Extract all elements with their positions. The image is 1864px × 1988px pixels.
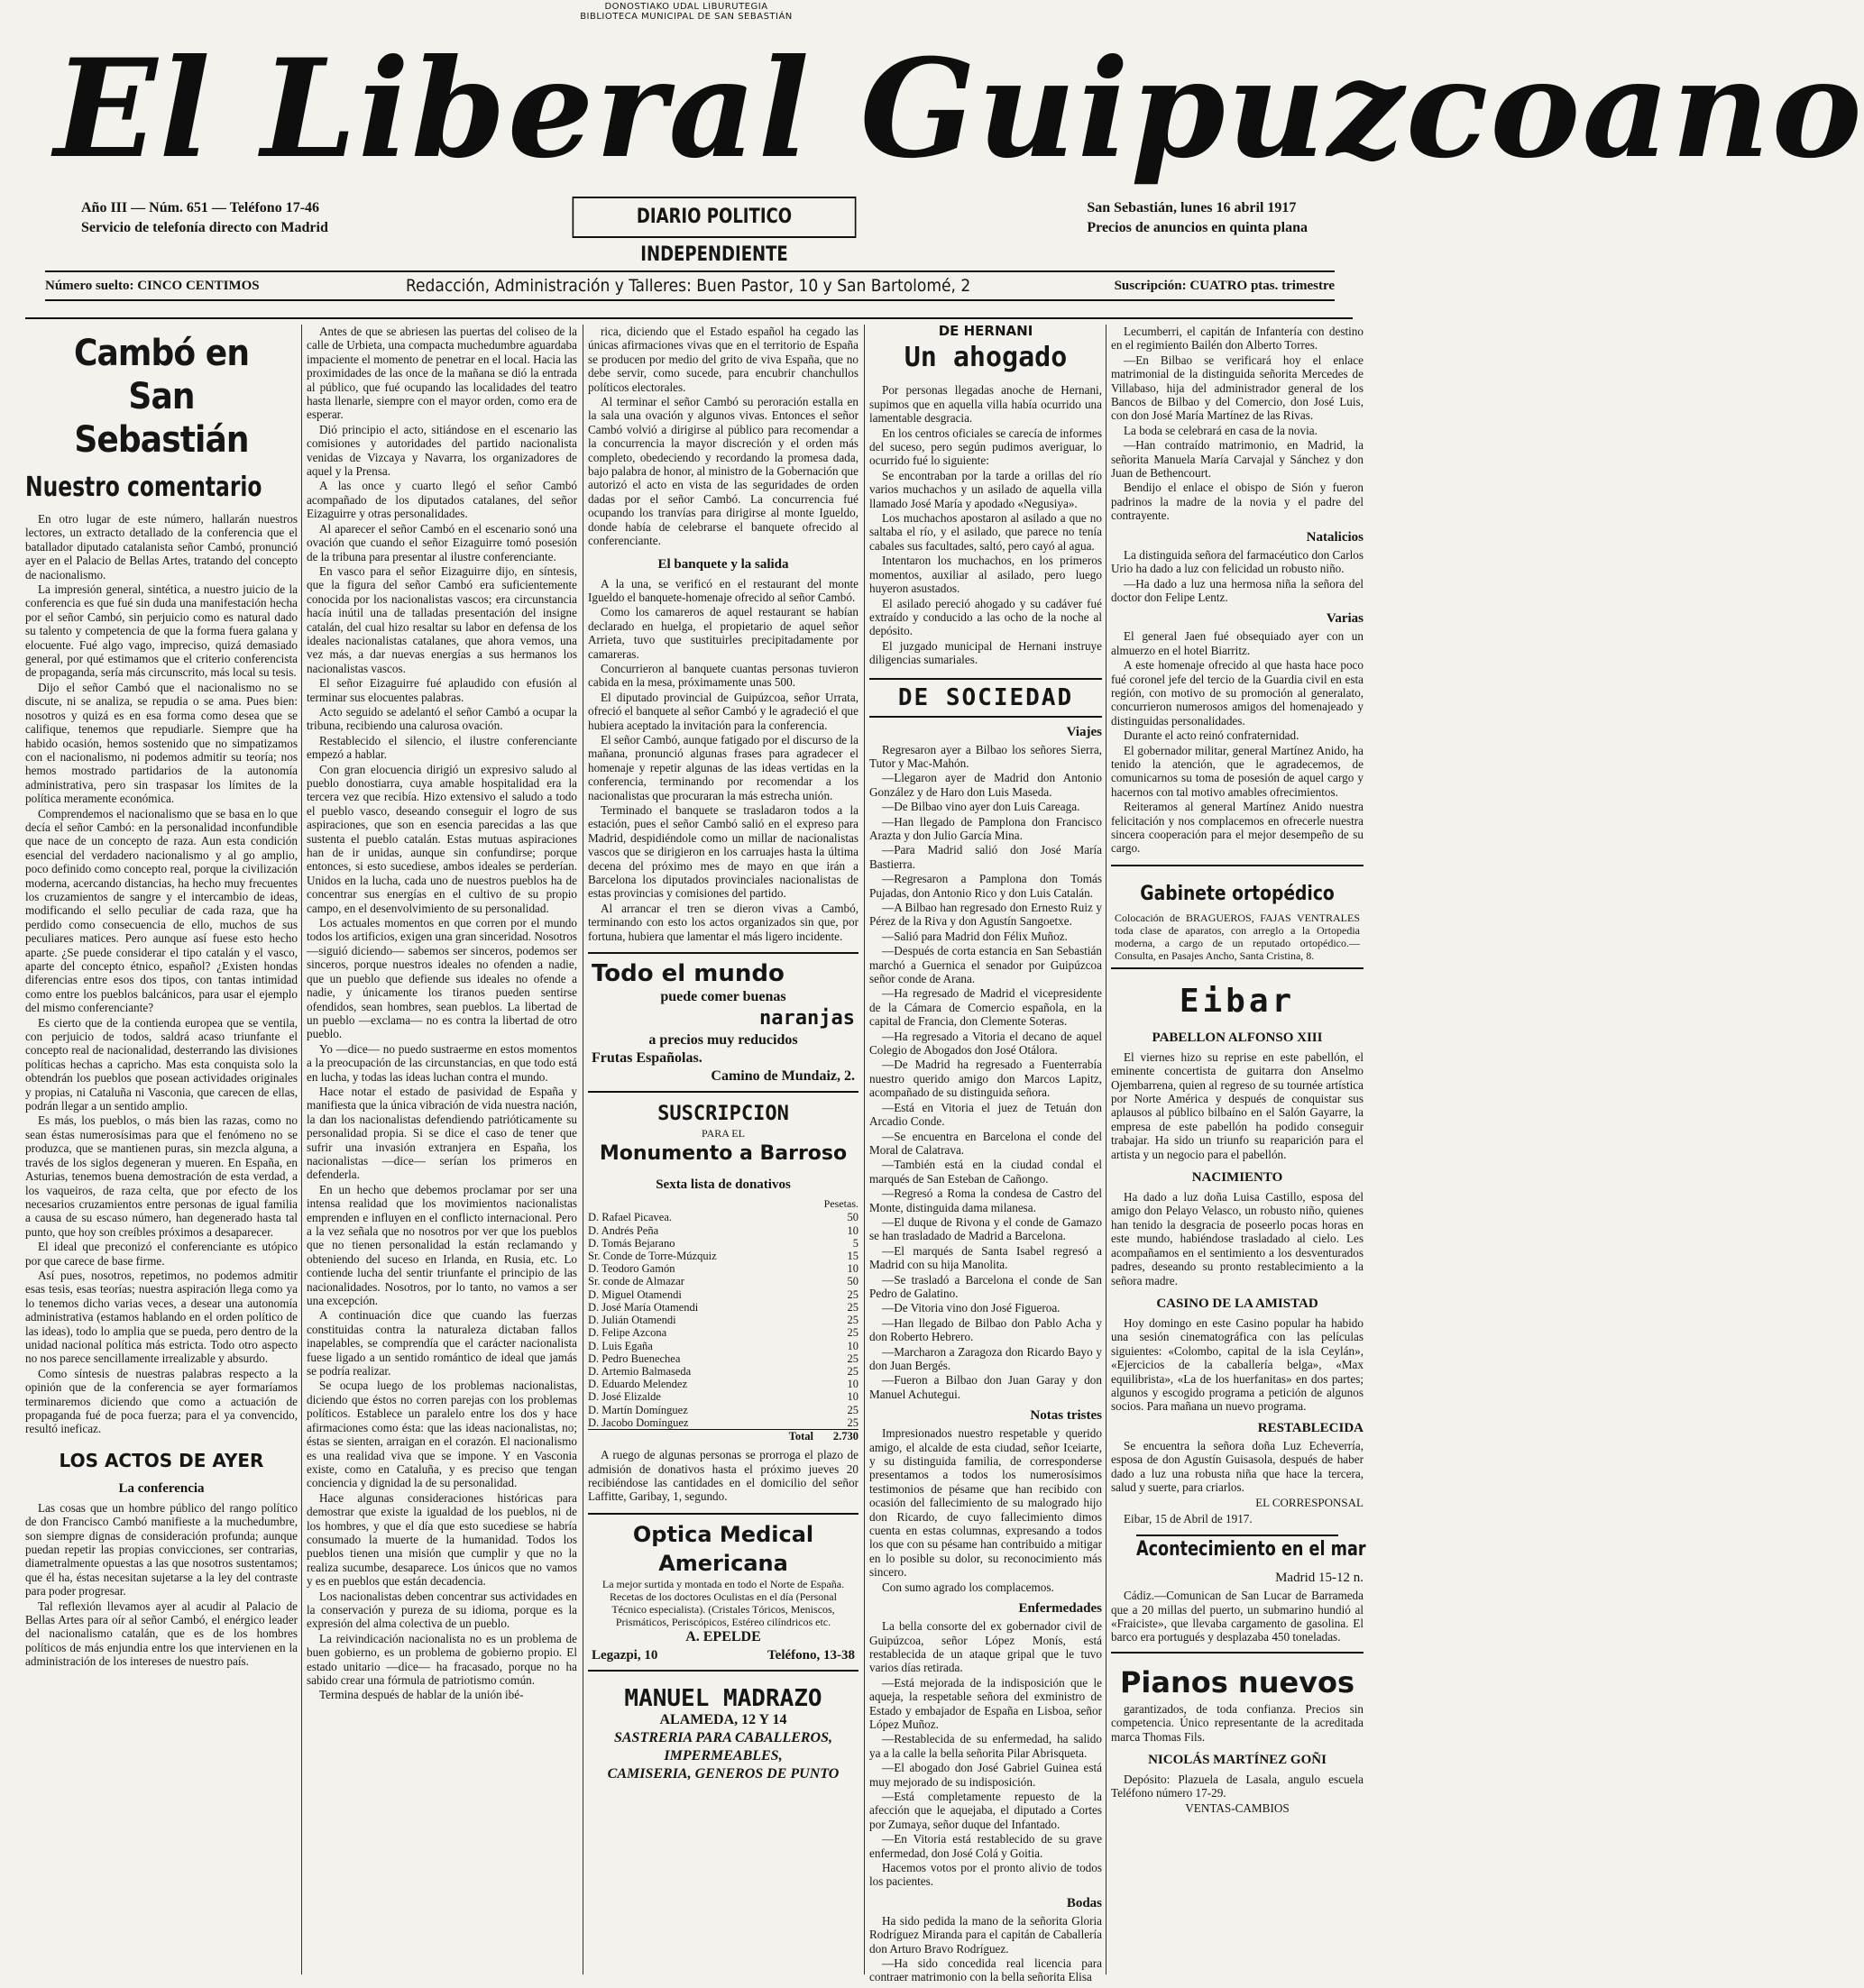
article-paragraph: El asilado pereció ahogado y su cadáver fué extraído y conducido a las ocho de la noche al depósito. xyxy=(869,596,1102,638)
donor-row xyxy=(588,1224,859,1237)
article-paragraph: La reivindicación nacionalista no es un problema de buen gobierno, es un problema de gobierno propio. El estado unitario —dice— ha fracasado, porque no ha sabido crear una fórmula de patriotismo común. xyxy=(307,1631,577,1687)
article-paragraph: Lecumberri, el capitán de Infantería con destino en el regimiento Bailén don Alberto Torres. xyxy=(1111,325,1364,353)
donor-name: D. Luis Egaña xyxy=(588,1339,653,1352)
donor-row xyxy=(588,1326,859,1339)
donor-name: D. Felipe Azcona xyxy=(588,1326,667,1340)
donor-name: Sr. Conde de Torre-Múzquiz xyxy=(588,1250,717,1263)
orthopedic-advertisement xyxy=(1111,865,1364,969)
donor-row xyxy=(588,1262,859,1275)
donor-name: Sr. conde de Almazar xyxy=(588,1275,684,1288)
list-item: —Se encuentra en Barcelona el conde del Moral de Calatrava. xyxy=(869,1129,1102,1157)
oranges-advertisement xyxy=(588,952,859,1093)
list-item: —También está en la ciudad condal el marqués de San Esteban de Cañongo. xyxy=(869,1158,1102,1186)
optics-title: Optica Medical Americana xyxy=(632,1521,814,1576)
article-paragraph: El juzgado municipal de Hernani instruye diligencias sumariales. xyxy=(869,638,1102,667)
eibar-section-title: PABELLON ALFONSO XIII xyxy=(1152,1030,1323,1045)
list-item: —Han llegado de Pamplona don Francisco Arazta y don Julio García Mina. xyxy=(869,814,1102,842)
eibar-section-title: RESTABLECIDA xyxy=(1257,1420,1364,1435)
issue-info xyxy=(81,198,328,238)
list-item: —Han llegado de Bilbao don Pablo Acha y don Roberto Hebrero. xyxy=(869,1315,1102,1344)
donor-amount: 25 xyxy=(847,1351,859,1365)
orthopedic-text: Colocación de BRAGUEROS, FAJAS VENTRALES toda clase de aparatos, con arreglo a la Ortopedia moderna, a cargo de un reputado ortopédico.—Consulta, en Pasajes Ancho, Santa Cristina, 8. xyxy=(1115,911,1360,962)
article-paragraph: El gobernador militar, general Martínez Anido, ha tenido la atención, que le agradecemos, de comunicarnos su toma de posesión de aquel cargo y hacernos con tal motivo amables ofrecimientos. xyxy=(1111,743,1364,799)
sub-bar xyxy=(45,270,1335,301)
sea-event-heading: Acontecimiento en el mar xyxy=(1136,1535,1338,1563)
article-paragraph: Las cosas que un hombre público del rango político de don Francisco Cambó manifieste a la muchedumbre, son siempre dignas de consideración profunda; aunque puedan repetir las propias convicciones, ser contrarias, diametralmente opuestas a las que nosotros sustentamos; que él ha, éstas necesitan sujetarse a la ley del contraste para poder progresar. xyxy=(25,1500,298,1599)
subscription-subject: Monumento a Barroso xyxy=(599,1142,848,1166)
article-paragraph: Por personas llegadas anoche de Hernani, supimos que en aquella villa había ocurrido una lamentable desgracia. xyxy=(869,383,1102,426)
pianos-advertisement xyxy=(1111,1652,1364,1815)
eibar-heading: Eibar xyxy=(1179,982,1296,1020)
article-paragraph: La boda se celebrará en casa de la novia. xyxy=(1124,423,1318,437)
total-amount: 2.730 xyxy=(822,1429,859,1443)
travel-heading: Viajes xyxy=(1066,724,1102,739)
ad-line: a precios muy reducidos xyxy=(648,1032,798,1049)
list-item: —Después de corta estancia en San Sebastián marchó a Guernica el senador por Guipúzcoa señor conde de Arana. xyxy=(869,944,1102,986)
pianos-seller: NICOLÁS MARTÍNEZ GOÑI xyxy=(1148,1753,1327,1768)
banquet-heading: El banquete y la salida xyxy=(657,556,789,572)
total-label: Total xyxy=(588,1429,822,1443)
article-paragraph: A este homenaje ofrecido al que hasta hace poco fué coronel jefe del tercio de la Guardia civil en esta región, con motivo de su promoción al generalato, concurrieron numerosos amigos del homenajeado y distinguidas personalidades. xyxy=(1111,658,1364,728)
donor-name: D. Tomás Bejarano xyxy=(588,1236,675,1250)
optics-address: Legazpi, 10 xyxy=(592,1647,658,1663)
article-paragraph: —En Bilbao se verificará hoy el enlace matrimonial de la distinguida señorita Mercedes de Villabaso, hija del administrador general de los Bancos de Bilbao y del Comercio, don José Luis, con don José María Martínez de las Rivas. xyxy=(1111,353,1364,423)
births-heading: Natalicios xyxy=(1306,529,1364,545)
top-rule xyxy=(25,317,1353,319)
list-item: Hacemos votos por el pronto alivio de todos los pacientes. xyxy=(869,1861,1102,1889)
masthead-title: El Liberal Guipuzcoano xyxy=(54,30,1864,188)
eibar-section-title: NACIMIENTO xyxy=(1191,1170,1283,1186)
column-2 xyxy=(307,325,577,1983)
sea-dateline: Madrid 15-12 n. xyxy=(1275,1571,1364,1586)
donor-name: D. Martín Domínguez xyxy=(588,1403,688,1416)
list-item: —Está completamente repuesto de la afección que le aquejaba, el diputado a Cortes por Zumaya, señor duque del Infantado. xyxy=(869,1789,1102,1831)
article-paragraph: La distinguida señora del farmacéutico don Carlos Urio ha dado a luz con felicidad un robusto niño. xyxy=(1111,547,1364,576)
ad-product: naranjas xyxy=(759,1007,855,1031)
donor-amount: 25 xyxy=(847,1300,859,1314)
obituary-heading: Notas tristes xyxy=(1030,1408,1102,1424)
list-item: —Restablecida de su enfermedad, ha salido ya a la calle la bella señorita Pilar Abrisqueta. xyxy=(869,1732,1102,1760)
ad-line: Frutas Españolas. xyxy=(592,1050,702,1067)
article-paragraph: Cádiz.—Comunican de San Lucar de Barrameda que a 20 millas del puerto, un submarino hundió al «Fraiciste», que llevaba cargamento de gasolina. El barco era portugués y desplazaba 450 toneladas. xyxy=(1111,1589,1364,1644)
article-paragraph: El ideal que preconizó el conferenciante es utópico por que carece de base firme. xyxy=(25,1240,298,1268)
optics-name: A. EPELDE xyxy=(685,1628,761,1644)
donor-amount: 10 xyxy=(847,1339,859,1352)
donor-row xyxy=(588,1237,859,1250)
article-paragraph: Antes de que se abriesen las puertas del coliseo de la calle de Urbieta, una compacta muchedumbre aguardaba impaciente el momento de penetrar en el local. Hacia las proximidades de las once de la mañana se dió la entrada al público, que fué ocupando las localidades del teatro hasta llenarle, siempre con el mayor orden, como era de esperar. xyxy=(307,325,577,422)
column-rule xyxy=(864,325,865,1974)
article-paragraph: Terminado el banquete se trasladaron todos a la estación, pues el señor Cambó salió en el expreso para Madrid, despidiéndole como un millar de nacionalistas vascos que se dirigieron en los carruajes hasta la última decena del próximo mes de mayo en que irán a Barcelona los diputados provinciales nacionalistas de estas provincias y comisiones del partido. xyxy=(588,803,859,901)
article-paragraph: Es más, los pueblos, o más bien las razas, como no sean éstas numerosísimas para que el fenómeno no se produzca, que se mantienen puras, sin mezcla alguna, a través de los siglos degeneran y mueren. En España, en Asturias, tenemos buena demostración de esta verdad, a los vaqueiros, de raza celta, que por efecto de los necesarios cruzamientos entre personas de igual familia a causa de su escaso número, han degenerado hasta tal punto, que hoy son creíbles próximos a desaparecer. xyxy=(25,1113,298,1239)
donor-amount: 25 xyxy=(847,1403,859,1416)
pianos-text: garantizados, de toda confianza. Precios sin competencia. Único representante de la acreditada marca Thomas Fils. xyxy=(1111,1701,1364,1744)
article-paragraph: Así pues, nosotros, repetimos, no podemos admitir esas tesis, esas teorías; nuestra aspiración llega como ya lo tenemos dicho varias veces, a desear una autonomía administrativa (estamos hablando en el orden político de las ideas), todo lo amplia que se pueda, pero dentro de la unidad nacional política más estricta. Todo otro aspecto no nos parece sencillamente irrealizable y absurdo. xyxy=(25,1268,298,1366)
article-paragraph: Los muchachos apostaron al asilado a que no saltaba el río, y el asilado, que parece no tenía cabales sus facultades, saltó, pero cayó al agua. xyxy=(869,511,1102,553)
article-paragraph: En los centros oficiales se carecía de informes del suceso, pero según pudimos averiguar, lo ocurrido fué lo siguiente: xyxy=(869,426,1102,468)
list-item: —Está mejorada de la indisposición que le aqueja, la respetable señora del exministro de Estado y embajador de España en Lisboa, señor López Muñoz. xyxy=(869,1675,1102,1731)
library-stamp-line-1: DONOSTIAKO UDAL LIBURUTEGIA xyxy=(604,2,768,12)
article-paragraph: Se ocupa luego de los problemas nacionalistas, diciendo que éstos no corren parejas con los problemas políticos. Establece un paralelo entre los dos y hace afirmaciones como ésta: que las ideas nacionalistas, no; éstas se sienten, arraigan en el corazón. El nacionalismo es una realidad viva que se impone. Y en Vasconia existe, como en Cataluña, y es preciso que tengan conciencia y dignidad la de su personalidad. xyxy=(307,1379,577,1490)
donor-table xyxy=(588,1211,859,1443)
tailor-advertisement xyxy=(588,1681,859,1789)
correspondent-signature: EL CORRESPONSAL xyxy=(1255,1496,1364,1510)
subscription-note: A ruego de algunas personas se prorroga el plazo de admisión de donativos hasta el próximo jueves 20 recibiéndose las cantidades en el domicilio del señor Laffitte, Garibay, 1, segundo. xyxy=(588,1448,859,1504)
subscription-title: SUSCRIPCION xyxy=(657,1103,789,1126)
donor-row xyxy=(588,1390,859,1403)
telephone-service: Servicio de telefonía directo con Madrid xyxy=(81,220,328,235)
info-bar xyxy=(36,197,1335,266)
article-paragraph: Se encontraban por la tarde a orillas del río varios muchachos y un asilado de aquella villa llamado José María y apodado «Negusiya». xyxy=(869,468,1102,510)
tailor-address: ALAMEDA, 12 Y 14 xyxy=(659,1711,787,1727)
donor-total-row xyxy=(588,1429,859,1443)
pianos-footer: VENTAS-CAMBIOS xyxy=(1185,1800,1290,1815)
article-paragraph: El viernes hizo su reprise en este pabellón, el eminente concertista de guitarra don Anselmo Ojembarrena, quien al regreso de su tournée artística por Norte América y después de conquistar sus aplausos al público bilbaíno en el Salón Gayarre, la empresa de este pabellón ha podido conseguir trabajar. Ha sido un triunfo su reaparición para el artista y un negocio para el pabellón. xyxy=(1111,1049,1364,1161)
donor-amount: 10 xyxy=(847,1390,859,1404)
optics-contact xyxy=(592,1646,855,1664)
list-item: —Regresaron a Pamplona don Tomás Pujadas, don Antonio Rico y don Luis Catalán. xyxy=(869,872,1102,900)
donor-amount: 10 xyxy=(847,1223,859,1237)
donor-name: D. José María Otamendi xyxy=(588,1300,699,1314)
donor-row xyxy=(588,1352,859,1365)
donor-amount: 50 xyxy=(847,1211,859,1224)
article-paragraph: —Ha dado a luz una hermosa niña la señora del doctor don Felipe Lentz. xyxy=(1111,576,1364,604)
list-item: —Para Madrid salió don José María Bastierra. xyxy=(869,843,1102,871)
donor-amount: 25 xyxy=(847,1415,859,1429)
list-item: —De Vitoria vino don José Figueroa. xyxy=(882,1301,1061,1315)
illness-list xyxy=(869,1619,1102,1889)
donor-name: D. Pedro Buenechea xyxy=(588,1351,681,1365)
article-paragraph: Acto seguido se adelantó el señor Cambó a ocupar la tribuna, recibiendo una calurosa ovación. xyxy=(307,704,577,733)
article-paragraph: Como los camareros de aquel restaurant se habían declarado en huelga, el propietario de aquel señor Arrieta, tuvo que sustituirles precipitadamente por camareras. xyxy=(588,605,859,661)
article-paragraph: El señor Cambó, aunque fatigado por el discurso de la mañana, pronunció algunas frases para agradecer el homenaje y repetir algunas de las ideas vertidas en la conferencia, terminando por recomendar a los nacionalistas que procuraran la más estrecha unión. xyxy=(588,732,859,802)
hernani-dateline: DE HERNANI xyxy=(938,323,1033,339)
list-item: —Salió para Madrid don Félix Muñoz. xyxy=(882,929,1068,943)
donor-amount: 10 xyxy=(847,1378,859,1391)
column-1 xyxy=(25,325,298,1983)
list-item: —Está en Vitoria el juez de Tetuán don Arcadio Conde. xyxy=(869,1100,1102,1129)
donor-row xyxy=(588,1314,859,1326)
article-paragraph: —Ha sido concedida real licencia para contraer matrimonio con la bella señorita Elisa xyxy=(869,1956,1102,1984)
article-paragraph: Ha dado a luz doña Luisa Castillo, esposa del amigo don Pelayo Velasco, un robusto niño, quienes han tenido la desgracia de poseerlo pocas horas en este mundo, habiéndose trasladado al cielo. Les acompañamos en el sentimiento a los desventurados padres, deseando su pronto restablecimiento a la señora madre. xyxy=(1111,1190,1364,1287)
column-5 xyxy=(1111,325,1364,1983)
article-paragraph: Bendijo el enlace el obispo de Sión y fueron padrinos la madre de la novia y el padre del contrayente. xyxy=(1111,481,1364,523)
donor-name: D. Rafael Picavea. xyxy=(588,1211,673,1224)
miscellany-heading: Varias xyxy=(1326,611,1364,627)
list-item: —Se trasladó a Barcelona el conde de San Pedro de Galatino. xyxy=(869,1272,1102,1300)
article-paragraph: Hoy domingo en este Casino popular ha habido una sesión cinematográfica con las películas siguientes: «Colombo, capital de la isla Ceylán», «Ejercicios de la caballería belga», «Max equilibrista», «La de los huerfanitas» en dos partes; algunos y escogido programa a petición de algunos socios. Para mañana un nuevo programa. xyxy=(1111,1315,1364,1414)
donor-amount: 25 xyxy=(847,1326,859,1340)
list-item: —Ha regresado de Madrid el vicepresidente de la Cámara de Comercio española, en la capital de Francia, don Clemente Soteras. xyxy=(869,986,1102,1029)
donor-row xyxy=(588,1340,859,1352)
tailor-line: CAMISERIA, GENEROS DE PUNTO xyxy=(607,1765,840,1782)
donor-row xyxy=(588,1301,859,1314)
article-paragraph: La impresión general, sintética, a nuestro juicio de la conferencia es que fué sin duda una manifestación hecha por el señor Cambó, sin perjuicio como es natural dado su talento y competencia de que la forma fuera galana y elocuente. Fué algo vago, impreciso, quizá demasiado general, por qué estimamos que el criterio conferencista de propaganda, sería más circunscrito, más local su tesis. xyxy=(25,582,298,680)
eibar-date: Eibar, 15 de Abril de 1917. xyxy=(1124,1511,1253,1525)
list-item: —El abogado don José Gabriel Guinea está muy mejorado de su indisposición. xyxy=(869,1761,1102,1789)
list-item: —De Bilbao vino ayer don Luis Careaga. xyxy=(882,800,1080,814)
illness-heading: Enfermedades xyxy=(1018,1601,1102,1617)
article-paragraph: Los nacionalistas deben concentrar sus actividades en la conservación y pureza de su idioma, porque es la expresión del alma colectiva de un pueblo. xyxy=(307,1589,577,1631)
ad-prices: Precios de anuncios en quinta plana xyxy=(1087,220,1308,235)
weddings-heading: Bodas xyxy=(1066,1895,1102,1910)
section-heading: LOS ACTOS DE AYER xyxy=(59,1449,264,1471)
list-item: —Regresó a Roma la condesa de Castro del Monte, distinguida dama milanesa. xyxy=(869,1186,1102,1214)
subscription-block xyxy=(588,1102,859,1504)
pianos-title: Pianos nuevos xyxy=(1119,1664,1355,1699)
column-3 xyxy=(588,325,859,1983)
article-paragraph: Al terminar el señor Cambó su peroración estalla en la sala una ovación y algunos vivas. Entonces el señor Cambó volvió a dirigirse al público para recomendar a la concurrencia la mayor discreción y el orden más completo, obedeciendo y recordando la promesa dada, bajo palabra de honor, al ministro de la Gobernación que autorizó el acto en vista de las seguridades de orden dadas por el señor Cambó. La concurrencia fué ocupando los tranvías para dirigirse al monte Igueldo, donde había de celebrarse el banquete ofrecido al conferenciante. xyxy=(588,395,859,548)
article-paragraph: Yo —dice— no puedo sustraerme en estos momentos a la preocupación de las circunstancias, en que todo está en lucha, y todas las ideas luchan contra el mundo. xyxy=(307,1041,577,1084)
article-paragraph: Ha sido pedida la mano de la señorita Gloria Rodríguez Miranda para el capitán de Caballería don Arturo Bravo Rodríguez. xyxy=(869,1913,1102,1956)
donor-row xyxy=(588,1378,859,1390)
article-paragraph: —Han contraído matrimonio, en Madrid, la señorita Manuela María Carvajal y Sánchez y don Juan de Bethencourt. xyxy=(1111,438,1364,481)
donor-amount: 25 xyxy=(847,1314,859,1327)
article-paragraph: En un hecho que debemos proclamar por ser una intensa realidad que los movimientos nacionalistas emprenden e influyen en el conflicto internacional. Pero a la vez señala que no nosotros por ver que los pueblos que no tienen personalidad la están reclamando y obteniendo del suceso en Irlanda, en Rusia, etc. Lo contiende lucha del sentir triunfante el principio de las nacionalidades. Nosotros, por lo tanto, no vamos a ser una excepción. xyxy=(307,1182,577,1308)
article-paragraph: Dijo el señor Cambó que el nacionalismo no se discute, ni se analiza, se repudia o se ama. Pues bien: nosotros y quizá es en esa forma como desea que se califique, tenemos que repudiarle. Siempre que ha habido ocasión, hemos sostenido que no simpatizamos con el nacionalismo, ni podemos admitir su teoría; nos hemos mostrado partidarios de la autonomía administrativa, pero sin traspasar los límites de la política meramente económica. xyxy=(25,680,298,806)
donor-amount: 25 xyxy=(847,1364,859,1378)
donor-amount: 15 xyxy=(847,1250,859,1263)
donor-list-title: Sexta lista de donativos xyxy=(656,1177,791,1193)
list-item: —Fueron a Bilbao don Juan Garay y don Manuel Achutegui. xyxy=(869,1373,1102,1401)
donor-name: D. Teodoro Gamón xyxy=(588,1262,675,1276)
article-paragraph: Comprendemos el nacionalismo que se basa en lo que decía el señor Cambó: en la personalidad inconfundible que nace de un concepto de raza. Aun esta condición esencial del verdadero nacionalismo y al go amplio, poco definido como concepto real, porque la civilización moderna, acercando distancias, ha hecho muy frecuentes los cruzamientos de sangre y el intercambio de ideas, modificando el sello peculiar de cada raza, que ha perdido como consecuencia de ello, muchos de sus peculiares matices. Pero aunque así fuese esto hecho aparte. ¿Se puede considerar el tipo catalán y el vasco, aparte del concepto étnico, español? ¿Existen hondas diferencias entre esos dos tipos, con tantas intimidad como entre los pueblos balcánicos, para usar el ejemplo del mismo conferenciante? xyxy=(25,806,298,1015)
list-item: —Llegaron ayer de Madrid don Antonio González y de Haro don Luis Maseda. xyxy=(869,771,1102,799)
comment-heading: Nuestro comentario xyxy=(25,472,262,503)
list-item: Regresaron ayer a Bilbao los señores Sierra, Tutor y Mac-Mahón. xyxy=(869,742,1102,770)
article-paragraph: A la una, se verificó en el restaurant del monte Igueldo el banquete-homenaje ofrecido al señor Cambó. xyxy=(588,576,859,604)
list-item: —El duque de Rivona y el conde de Gamazo se han trasladado de Madrid a Barcelona. xyxy=(869,1214,1102,1243)
subsection-heading: La conferencia xyxy=(118,1480,205,1496)
donor-row xyxy=(588,1416,859,1430)
eibar-section-title: CASINO DE LA AMISTAD xyxy=(1156,1296,1318,1311)
optics-text: La mejor surtida y montada en todo el Norte de España. Recetas de los doctores Oculistas en el día (Personal Técnico especialista). (Cristales Tóricos, Meniscos, Prismáticos, Periscópicos, Estéreo cilíndricos etc. xyxy=(601,1577,845,1628)
issue-number: Año III — Núm. 651 — Teléfono 17-46 xyxy=(81,200,320,215)
article-paragraph: Durante el acto reinó confraternidad. xyxy=(1124,728,1299,743)
article-paragraph: El diputado provincial de Guipúzcoa, señor Urrata, ofreció el banquete al señor Cambó y le agradeció el que hubiera aceptado la invitación para la conferencia. xyxy=(588,690,859,732)
list-item: —El marqués de Santa Isabel regresó a Madrid con su hija Manolita. xyxy=(869,1243,1102,1272)
article-paragraph: Como síntesis de nuestras palabras respecto a la opinión que de la conferencia se ayer formaríamos terminaremos diciendo que como a actuación de propaganda fué de poca fuerza; para el ya convencido, resultó ineficaz. xyxy=(25,1366,298,1436)
orthopedic-title: Gabinete ortopédico xyxy=(1140,882,1335,905)
drowning-headline: Un ahogado xyxy=(904,342,1068,374)
donor-name: D. Artemio Balmaseda xyxy=(588,1364,692,1378)
donor-name: D. Eduardo Melendez xyxy=(588,1378,688,1391)
society-heading: DE SOCIEDAD xyxy=(869,678,1102,718)
article-paragraph: Intentaron los muchachos, en los primeros momentos, auxiliar al asilado, pero luego huyeron asustados. xyxy=(869,554,1102,596)
article-paragraph: El señor Eizaguirre fué aplaudido con efusión al terminar sus elocuentes palabras. xyxy=(307,676,577,704)
main-headline: Cambó en San Sebastián xyxy=(73,333,250,461)
donor-row xyxy=(588,1211,859,1223)
currency-label: Pesetas. xyxy=(823,1197,859,1211)
single-copy-price: Número suelto: CINCO CENTIMOS xyxy=(45,279,260,293)
donor-row xyxy=(588,1250,859,1262)
article-paragraph: rica, diciendo que el Estado español ha cegado las únicas afirmaciones vivas que en el territorio de España se producen por medio del grito de viva España, que no debe servir, como sucede, para encubrir chanchullos políticos electorales. xyxy=(588,325,859,394)
donor-amount: 5 xyxy=(852,1236,859,1250)
article-paragraph: Restablecido el silencio, el ilustre conferenciante empezó a hablar. xyxy=(307,733,577,762)
column-rule xyxy=(301,325,302,1974)
article-paragraph: Impresionados nuestro respetable y querido amigo, el alcalde de esta ciudad, señor Iceiarte, y su distinguida familia, de corresponderse presentamos a todos los numerosísimos testimonios de pésame que han recibido con ocasión del fallecimiento de su malogrado hijo don Ricardo, de cuyo fallecimiento dimos cuenta en estas columnas, expresando a todos los que con su pésame han contribuido a mitigar en lo posible su dolor, su reconocimiento más sincero. xyxy=(869,1426,1102,1580)
article-paragraph: Al arrancar el tren se dieron vivas a Cambó, terminando con esto los actos organizados sin que, por fortuna, hubiera que lamentar el más ligero incidente. xyxy=(588,901,859,943)
issue-date: San Sebastián, lunes 16 abril 1917 xyxy=(1087,200,1297,215)
list-item: —A Bilbao han regresado don Ernesto Ruiz y Pérez de la Riva y don Agustín Sangoetxe. xyxy=(869,901,1102,929)
tailor-line: SASTRERIA PARA CABALLEROS, xyxy=(613,1729,833,1745)
tailor-name: MANUEL MADRAZO xyxy=(624,1684,822,1712)
donor-amount: 25 xyxy=(847,1287,859,1301)
article-paragraph: El general Jaen fué obsequiado ayer con un almuerzo en el hotel Biarritz. xyxy=(1111,629,1364,657)
article-paragraph: Hace notar el estado de pasividad de España y manifiesta que la única vibración de vida nuestra nación, la dan los nacionalistas defendiendo patrióticamente su personalidad propia. Si se dice el caso de tener que sufrir una invasión extranjera en España, los nacionalistas —dice— serían los primeros en defenderla. xyxy=(307,1084,577,1182)
article-paragraph: Con gran elocuencia dirigió un expresivo saludo al pueblo donostiarra, cuya amable hospitalidad era la tercera vez que recibía. Hizo extensivo el saludo a todo el pueblo vasco, deseando conseguir el logro de sus aspiraciones, que son en esencia parecidas a las que sustenta el pueblo catalán. Estas mutuas aspiraciones han de ir unidas, aunque sin confundirse; porque entonces, si esto sucediese, ambos ideales se perderían. Unidos en la lucha, cada uno de nuestros pueblos ha de concentrar sus energías en el cultivo de su propio campo, en el desenvolvimiento de su personalidad. xyxy=(307,762,577,915)
article-paragraph: En vasco para el señor Eizaguirre dijo, en síntesis, que la figura del señor Cambó era suficientemente conocida por los nacionalistas vascos; era circunstancia hacía inútil una de talladas presentación del insigne catalán, del cual hizo resaltar su labor en defensa de los ideales nacionalistas catalanes, que ahora vemos, una vez más, a dar nuevas energías a sus hermanos los nacionalistas vascos. xyxy=(307,563,577,675)
donor-name: D. José Elizalde xyxy=(588,1390,661,1404)
subscription-price: Suscripción: CUATRO ptas. trimestre xyxy=(1114,279,1335,293)
article-paragraph: A continuación dice que cuando las fuerzas constituidas contra la naturaleza dictaban fallos inapelables, se comprendía que el carácter nacionalista fuese ligado a un sentido romántico de ideal que jamás se podría realizar. xyxy=(307,1308,577,1379)
article-paragraph: Termina después de hablar de la unión ibé- xyxy=(319,1688,524,1702)
article-paragraph: Concurrieron al banquete cuantas personas tuvieron cabida en la mesa, próximamente unas 500. xyxy=(588,661,859,690)
donor-name: D. Miguel Otamendi xyxy=(588,1287,682,1301)
article-paragraph: Es cierto que de la contienda europea que se ventila, con perjuicio de todos, saldrá acaso triunfante el concepto real de nacionalidad, desterrando las divisiones políticas hechas a capricho. Mas esta conquista solo la obtendrán los pueblos que posean actividades originales y propias, ni Cataluña ni Vasconia, que carecen de ellas, podrán llegar a un sentido amplio. xyxy=(25,1015,298,1113)
column-4 xyxy=(869,325,1102,1983)
donor-row xyxy=(588,1288,859,1301)
article-paragraph: Con sumo agrado los complacemos. xyxy=(882,1580,1054,1594)
date-info xyxy=(1087,198,1308,238)
donor-amount: 10 xyxy=(847,1262,859,1276)
ad-line: puede comer buenas xyxy=(660,989,786,1005)
ad-address: Camino de Mundaiz, 2. xyxy=(711,1068,855,1085)
article-paragraph: Reiteramos al general Martínez Anido nuestra felicitación y nos complacemos en ofrecerle nuestra sincera cooperación para el mejor desempeño de su cargo. xyxy=(1111,800,1364,856)
paper-tagline: DIARIO POLITICO INDEPENDIENTE xyxy=(573,197,857,238)
donor-row xyxy=(588,1365,859,1378)
article-paragraph: A las once y cuarto llegó el señor Cambó acompañado de los diputados catalanes, del señor Eizaguirre y otras personalidades. xyxy=(307,479,577,521)
optics-advertisement xyxy=(588,1513,859,1672)
list-item: —De Madrid ha regresado a Fuenterrabía nuestro querido amigo don Marcos Lapitz, acompañado de su distinguida señora. xyxy=(869,1058,1102,1100)
article-paragraph: Tal reflexión llevamos ayer al acudir al Palacio de Bellas Artes para oír al señor Cambó, el enérgico leader del nacionalismo catalán, que es de los hombres políticos de más enjundia entre los que intervienen en la administración de los intereses de nuestro país. xyxy=(25,1599,298,1669)
donor-row xyxy=(588,1275,859,1287)
article-paragraph: Dió principio el acto, sitiándose en el escenario las comisiones y autoridades del partido nacionalista venidas de Vizcaya y Navarra, los organizadores de aquel y la Prensa. xyxy=(307,422,577,479)
article-paragraph: Los actuales momentos en que corren por el mundo todos los artificios, exigen una gran sinceridad. Nosotros —siguió diciendo— sabemos ser sinceros, podemos ser sinceros, porque nuestros ideales no ofenden a nadie, que un pueblo que defiende sus ideales no ofende a nadie, y únicamente los tiranos pueden sentirse ofendidos, sean hombres, sean pueblos. La libertad de un pueblo —exclama— no es contra la libertad de otro pueblo. xyxy=(307,916,577,1041)
donor-name: D. Julián Otamendi xyxy=(588,1314,676,1327)
list-item: La bella consorte del ex gobernador civil de Guipúzcoa, señor López Monís, está restablecida de un ataque gripal que le tuvo varios días retirada. xyxy=(869,1619,1102,1675)
list-item: —En Vitoria está restablecido de su grave enfermedad, don José Colá y Goitia. xyxy=(869,1832,1102,1860)
office-address: Redacción, Administración y Talleres: Buen Pastor, 10 y San Bartolomé, 2 xyxy=(406,276,971,296)
donor-name: D. Jacobo Domínguez xyxy=(588,1415,689,1429)
tailor-line: IMPERMEABLES, xyxy=(664,1747,783,1764)
list-item: —Ha regresado a Vitoria el decano de aquel Colegio de Abogados don José Otálora. xyxy=(869,1029,1102,1058)
article-paragraph: Hace algunas consideraciones históricas para demostrar que existe la igualdad de los pueblos, ni de los hombres, y que el día que esto sucediese se habría consumado la muerte de la humanidad. Todos los pueblos tienen una misión que cumplir y que no la realiza sucumbe, desaparece. Los únicos que no vamos y es en pueblos que están decadencia. xyxy=(307,1490,577,1589)
donor-amount: 50 xyxy=(847,1275,859,1288)
list-item: —Marcharon a Zaragoza don Ricardo Bayo y don Juan Bergés. xyxy=(869,1344,1102,1372)
optics-phone: Teléfono, 13-38 xyxy=(767,1647,855,1663)
article-paragraph: En otro lugar de este número, hallarán nuestros lectores, un extracto detallado de la conferencia que el batallador diputado catalanista señor Cambó, pronunció ayer en el Palacio de Bellas Artes, tratando del concepto de nacionalismo. xyxy=(25,512,298,582)
ad-headline: Todo el mundo xyxy=(592,960,785,988)
library-stamp xyxy=(0,2,1373,22)
subscription-para: PARA EL xyxy=(702,1127,745,1141)
library-stamp-line-2: BIBLIOTECA MUNICIPAL DE SAN SEBASTIÁN xyxy=(580,12,793,22)
article-paragraph: Se encuentra la señora doña Luz Echeverría, esposa de don Agustín Guisasola, después de haber dado a luz una robusta niña que hace la tercera, salud y suerte, para criarlos. xyxy=(1111,1438,1364,1494)
donor-name: D. Andrés Peña xyxy=(588,1223,659,1237)
pianos-address: Depósito: Plazuela de Lasala, angulo escuela Teléfono número 17-29. xyxy=(1111,1773,1364,1800)
article-paragraph: Al aparecer el señor Cambó en el escenario sonó una ovación que cuando el señor Eizaguirre tomó posesión de la tribuna para presentar al ilustre conferenciante. xyxy=(307,521,577,563)
donor-row xyxy=(588,1404,859,1416)
travel-list xyxy=(869,743,1102,1402)
